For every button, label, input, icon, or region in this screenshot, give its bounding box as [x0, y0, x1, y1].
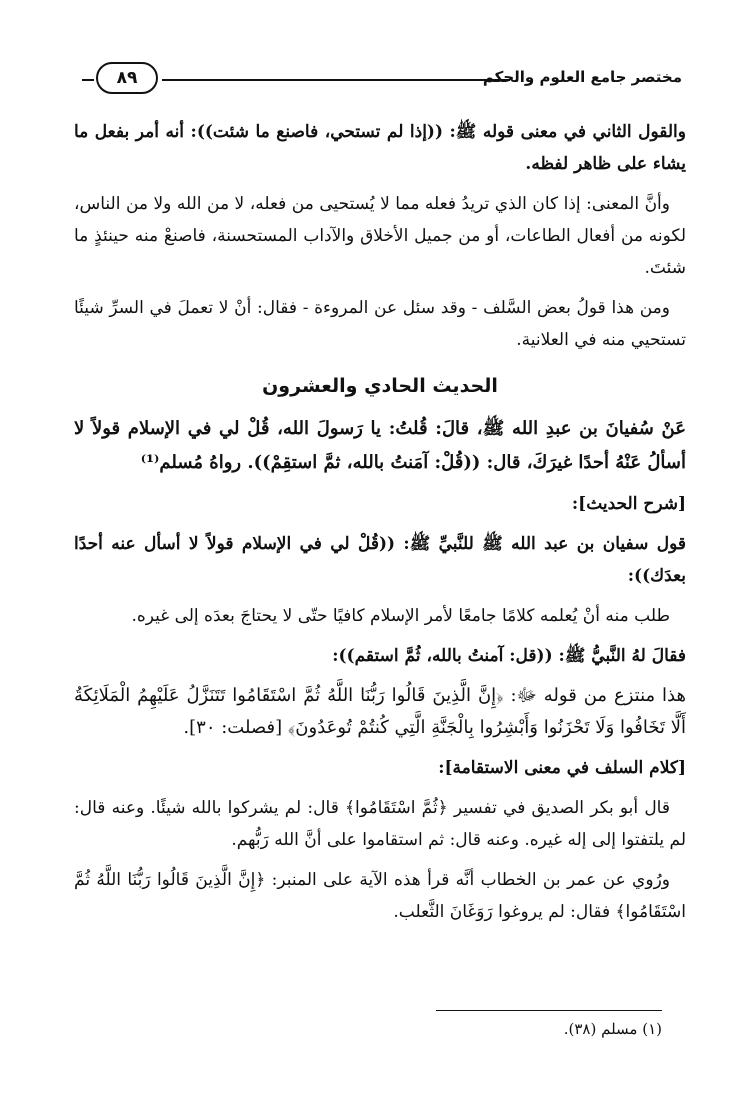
- paragraph-5: طلب منه أنْ يُعلمه كلامًا جامعًا لأمر الإسلام كافيًا حتّى لا يحتاجَ بعدَه إلى غيره.: [131, 606, 670, 626]
- section-label-salaf: [كلام السلف في معنى الاستقامة]:: [438, 758, 686, 778]
- paragraph-2: وأنَّ المعنى: إذا كان الذي تريدُ فعله مما لا يُستحيى من فعله، لا من الله ولا من الناس، لكونه من أفعال الطاعات، أو من جميل الأخلاق والآداب المستحسنة، فاصنعْ منه حينئذٍ ما شئتَ.: [74, 194, 686, 278]
- paragraph-6: فقالَ لهُ النَّبيُّ ﷺ: ((قل: آمنتُ بالله، ثُمَّ استقم)):: [332, 646, 686, 666]
- hadith-heading: الحديث الحادي والعشرون: [262, 375, 498, 397]
- hadith-text: عَنْ سُفيانَ بن عبدِ الله ﷺ، قالَ: قُلتُ: يا رَسولَ الله، قُلْ لي في الإسلام قولاً لا أسألُ عَنْهُ أحدًا غيرَكَ، قال: ((قُلْ: آمَنتُ بالله، ثمَّ استقِمْ)). رواهُ مُسلم⁽¹⁾: [74, 418, 686, 473]
- page-body: [74, 116, 686, 936]
- header-rule-left: [82, 79, 94, 81]
- paragraph-9: ورُوي عن عمر بن الخطاب أنَّه قرأ هذه الآية على المنبر: ﴿إِنَّ الَّذِينَ قَالُوا رَبُّنَا اللَّهُ ثُمَّ اسْتَقَامُوا﴾ فقال: لم يروغوا رَوَغَانَ الثَّعلب.: [74, 870, 686, 922]
- paragraph-8: قال أبو بكر الصديق في تفسير ﴿ثُمَّ اسْتَقَامُوا﴾ قال: لم يشركوا بالله شيئًا. وعنه قال: لم يلتفتوا إلى إله غيره. وعنه قال: ثم استقاموا على أنَّ الله رَبُّهم.: [74, 798, 686, 850]
- running-title: مختصر جامع العلوم والحكم: [482, 68, 682, 86]
- header-rule: [162, 79, 510, 81]
- paragraph-3: ومن هذا قولُ بعض السَّلف - وقد سئل عن المروءة - فقال: أنْ لا تعملَ في السرِّ شيئًا تستحيي منه في العلانية.: [74, 298, 686, 350]
- paragraph-1: والقول الثاني في معنى قوله ﷺ: ((إذا لم تستحي، فاصنع ما شئت)): أنه أمر بفعل ما يشاء على ظاهر لفظه.: [74, 122, 686, 174]
- paragraph-7: هذا منتزع من قوله ﷻ: ﴿إِنَّ الَّذِينَ قَالُوا رَبُّنَا اللَّهُ ثُمَّ اسْتَقَامُوا تَتَنَزَّلُ عَلَيْهِمُ الْمَلَائِكَةُ أَلَّا تَخَافُوا وَلَا تَحْزَنُوا وَأَبْشِرُوا بِالْجَنَّةِ الَّتِي كُنتُمْ تُوعَدُونَ﴾ [فصلت: ٣٠].: [74, 685, 686, 738]
- paragraph-4: قول سفيان بن عبد الله ﷺ للنَّبيِّ ﷺ: ((قُلْ لي في الإسلام قولاً لا أسأل عنه أحدًا بعدَك)):: [74, 534, 686, 586]
- section-label-explanation: [شرح الحديث]:: [571, 494, 686, 514]
- page-header: [82, 62, 682, 98]
- page-number: ٨٩: [96, 62, 158, 94]
- footnote: (١) مسلم (٣٨).: [563, 1020, 662, 1038]
- footnote-rule: [436, 1010, 662, 1011]
